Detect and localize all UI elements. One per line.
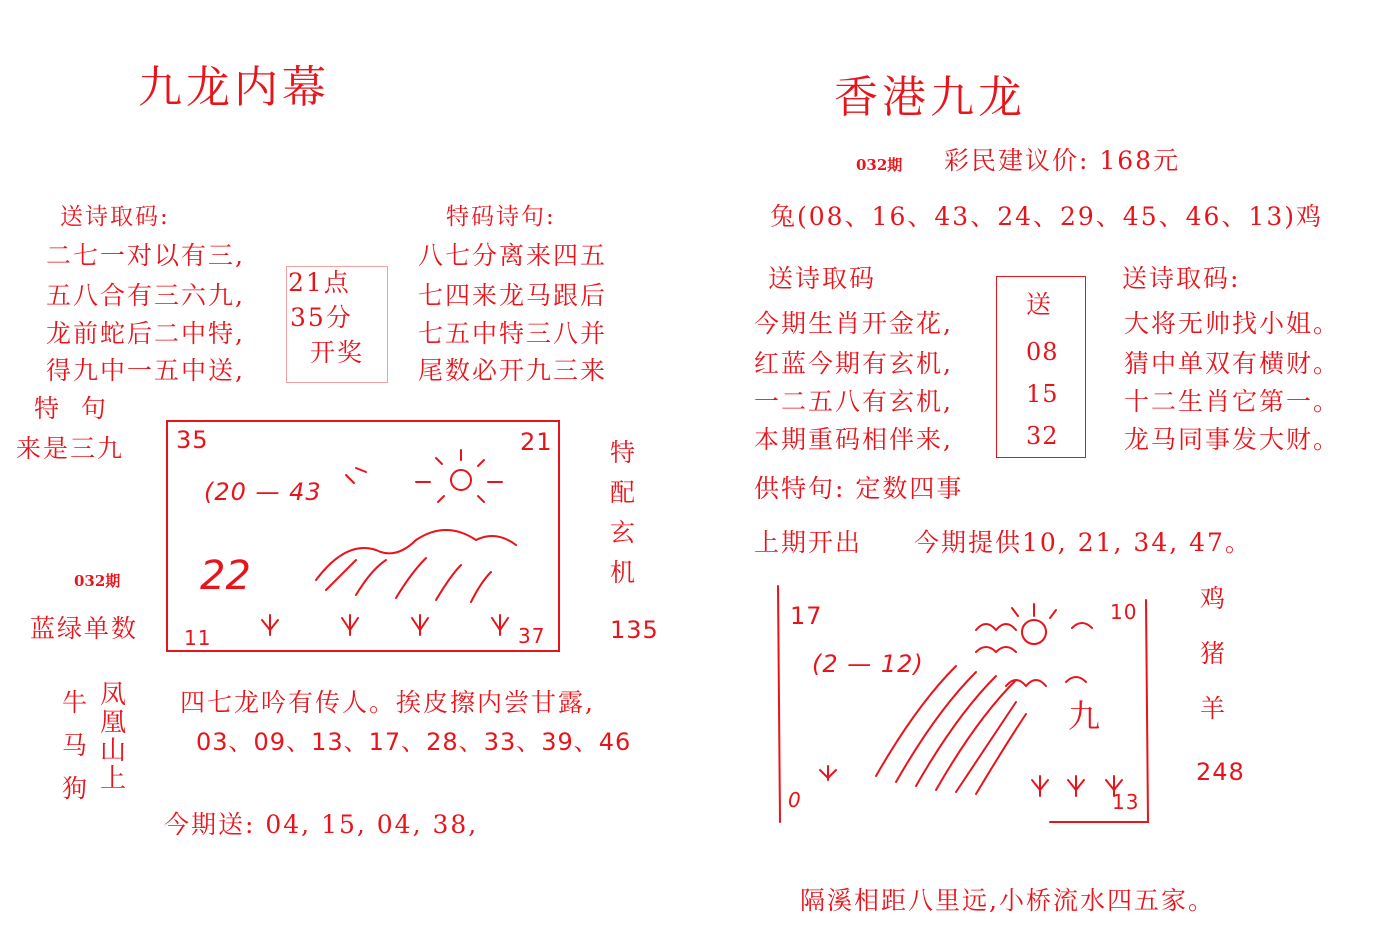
right-poem-line: 本期重码相伴来, xyxy=(754,425,953,454)
side-animal: 羊 xyxy=(1200,694,1226,723)
drawing-num-tl: 35 xyxy=(176,426,209,454)
right-poem-line: 大将无帅找小姐。 xyxy=(1124,309,1341,338)
right-poem-header-left: 送诗取码 xyxy=(768,264,877,293)
left-poem-line: 得九中一五中送, xyxy=(46,356,245,385)
left-send-line: 今期送: 04, 15, 04, 38, xyxy=(164,810,479,839)
left-side-number: 135 xyxy=(610,616,659,644)
phoenix-char: 凰 xyxy=(100,708,127,738)
phoenix-char: 上 xyxy=(100,764,127,794)
animal-char: 马 xyxy=(62,731,88,760)
send-box-number: 08 xyxy=(1026,338,1059,366)
right-side-number: 248 xyxy=(1196,758,1245,786)
drawing-arrow-text: (20 — 43 xyxy=(204,478,322,506)
special-phrase: 供特句: 定数四事 xyxy=(754,474,964,503)
rdrawing-num-br: 13 xyxy=(1112,790,1140,814)
last-issue-label: 上期开出 xyxy=(754,528,863,557)
left-poem-line: 龙前蛇后二中特, xyxy=(46,319,245,348)
drawing-num-tr: 21 xyxy=(520,428,553,456)
send-box-label: 送 xyxy=(1026,290,1054,319)
left-poem-line: 二七一对以有三, xyxy=(46,241,245,270)
right-poem-header-right: 送诗取码: xyxy=(1122,264,1241,293)
phoenix-char: 凤 xyxy=(100,680,127,710)
animal-char: 牛 xyxy=(62,688,88,717)
side-char: 配 xyxy=(610,478,636,507)
price-label: 彩民建议价: 168元 xyxy=(944,146,1181,175)
animal-column xyxy=(62,690,87,812)
time-hour: 21点 xyxy=(288,268,351,297)
lai-shi-label: 来是三九 xyxy=(16,434,125,463)
left-poem-line: 五八合有三六九, xyxy=(46,281,245,310)
time-minute: 35分 xyxy=(290,303,353,332)
special-line: 尾数必开九三来 xyxy=(418,356,608,385)
rdrawing-num-bl: 0 xyxy=(788,788,802,812)
right-poem-line: 龙马同事发大财。 xyxy=(1124,425,1341,454)
blue-green-label: 蓝绿单数 xyxy=(30,614,139,643)
special-line: 八七分离来四五 xyxy=(418,241,608,270)
right-issue: 032期 xyxy=(856,156,903,174)
phoenix-char: 山 xyxy=(100,736,127,766)
left-title: 九龙内幕 xyxy=(138,62,330,113)
special-line: 七五中特三八并 xyxy=(418,319,608,348)
special-header: 特码诗句: xyxy=(446,204,556,230)
drawing-num-bl: 11 xyxy=(184,626,212,650)
send-box-number: 32 xyxy=(1026,422,1059,450)
right-poem-line: 一二五八有玄机, xyxy=(754,387,953,416)
right-poem-line: 十二生肖它第一。 xyxy=(1124,387,1341,416)
animal-char: 狗 xyxy=(62,774,88,803)
left-landscape-sketch xyxy=(166,420,556,648)
rdrawing-num-tr: 10 xyxy=(1110,600,1138,624)
drawing-num-br: 37 xyxy=(518,624,546,648)
left-issue: 032期 xyxy=(74,572,121,590)
right-poem-line: 今期生肖开金花, xyxy=(754,309,953,338)
side-char: 机 xyxy=(610,558,636,587)
special-line: 七四来龙马跟后 xyxy=(418,281,608,310)
provide-line: 今期提供10, 21, 34, 47。 xyxy=(914,528,1252,557)
rdrawing-num-tl: 17 xyxy=(790,602,823,630)
side-char: 玄 xyxy=(610,518,636,547)
left-number-list: 03、09、13、17、28、33、39、46 xyxy=(196,728,632,756)
rabbit-line: 兔(08、16、43、24、29、45、46、13)鸡 xyxy=(770,202,1323,231)
rdrawing-arrow-text: (2 — 12) xyxy=(812,650,924,678)
left-verse: 四七龙吟有传人。挨皮擦内尝甘露, xyxy=(180,688,595,717)
phoenix-column xyxy=(100,682,126,803)
right-poem-line: 红蓝今期有玄机, xyxy=(754,349,953,378)
send-box-number: 15 xyxy=(1026,380,1059,408)
side-char: 特 xyxy=(610,438,636,467)
side-animal: 猪 xyxy=(1200,639,1226,668)
te-ju-label: 特 句 xyxy=(34,394,108,423)
right-bottom-verse: 隔溪相距八里远,小桥流水四五家。 xyxy=(800,886,1215,915)
left-poem-header: 送诗取码: xyxy=(60,204,170,230)
right-poem-line: 猜中单双有横财。 xyxy=(1124,349,1341,378)
right-side-vertical xyxy=(1200,586,1225,732)
side-animal: 鸡 xyxy=(1200,584,1226,613)
left-side-vertical xyxy=(610,440,635,596)
right-title: 香港九龙 xyxy=(834,72,1026,123)
drawing-big-num: 22 xyxy=(200,553,251,599)
rdrawing-nine: 九 xyxy=(1068,697,1101,735)
time-draw: 开奖 xyxy=(310,338,365,367)
